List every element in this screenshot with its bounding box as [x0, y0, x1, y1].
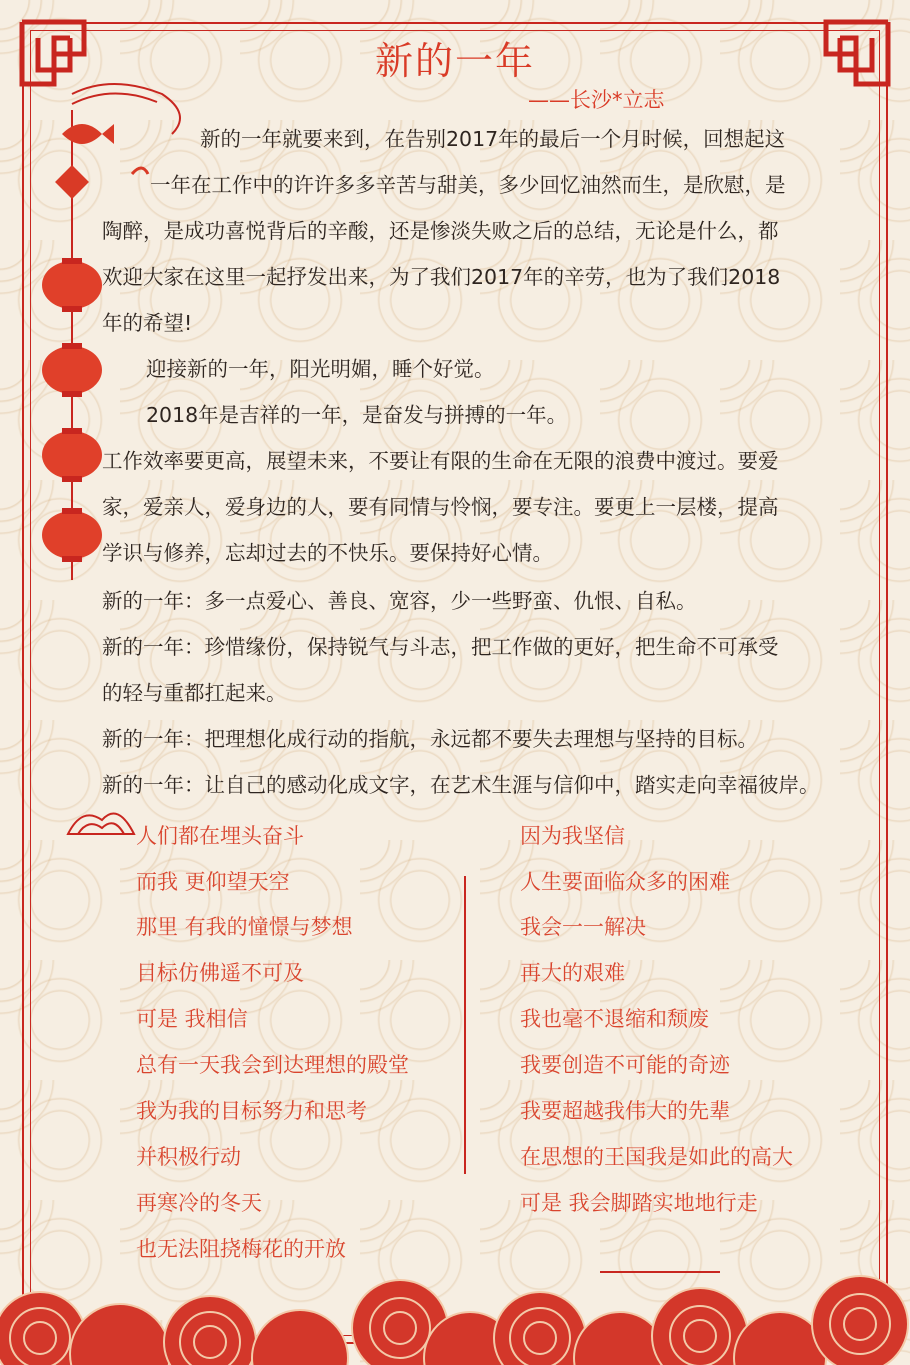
poem-line: 而我 更仰望天空 [136, 870, 290, 894]
poem-line: 我也毫不退缩和颓废 [520, 1007, 709, 1031]
paragraph-line: 新的一年：多一点爱心、善良、宽容，少一些野蛮、仇恨、自私。 [102, 589, 697, 613]
paragraph-line: 新的一年：让自己的感动化成文字，在艺术生涯与信仰中，踏实走向幸福彼岸。 [102, 773, 820, 797]
lantern-icon [42, 428, 102, 482]
poem-line: 目标仿佛遥不可及 [136, 961, 304, 985]
poem-line: 人生要面临众多的困难 [520, 870, 730, 894]
poem-line: 那里 有我的憧憬与梦想 [136, 915, 353, 939]
auspicious-cloud-icon [62, 790, 142, 850]
paragraph-line: 新的一年：珍惜缘份，保持锐气与斗志，把工作做的更好，把生命不可承受 [102, 635, 779, 659]
column-divider [464, 876, 466, 1174]
poem-line: 也无法阻挠梅花的开放 [136, 1237, 346, 1261]
wave-cloud-border [0, 1258, 910, 1365]
paragraph-line: 2018年是吉祥的一年，是奋发与拼搏的一年。 [146, 403, 568, 427]
poem-line: 总有一天我会到达理想的殿堂 [136, 1053, 409, 1077]
paragraph-line: 新的一年：把理想化成行动的指航，永远都不要失去理想与坚持的目标。 [102, 727, 758, 751]
paragraph-line: 欢迎大家在这里一起抒发出来，为了我们2017年的辛劳，也为了我们2018 [102, 265, 781, 289]
poem-line: 因为我坚信 [520, 824, 625, 848]
lantern-icon [42, 258, 102, 312]
paragraph-line: 一年在工作中的许许多多辛苦与甜美，多少回忆油然而生，是欣慰，是 [150, 173, 786, 197]
author-byline: ——长沙*立志 [528, 88, 665, 112]
paragraph-line: 年的希望! [102, 311, 193, 335]
paragraph-line: 新的一年就要来到，在告别2017年的最后一个月时候，回想起这 [200, 127, 786, 151]
poem-line: 我要超越我伟大的先辈 [520, 1099, 730, 1123]
paragraph-line: 学识与修养，忘却过去的不快乐。要保持好心情。 [102, 541, 553, 565]
paragraph-line: 迎接新的一年，阳光明媚，睡个好觉。 [146, 357, 495, 381]
page-title: 新的一年 [374, 39, 535, 83]
poem-line: 再寒冷的冬天 [136, 1191, 262, 1215]
poem-line: 可是 我会脚踏实地地行走 [520, 1191, 758, 1215]
paragraph-line: 家，爱亲人，爱身边的人，要有同情与怜悯，要专注。要更上一层楼，提高 [102, 495, 779, 519]
poem-line: 并积极行动 [136, 1145, 241, 1169]
lantern-icon [42, 508, 102, 562]
poem-line: 我会一一解决 [520, 915, 646, 939]
lantern-icon [42, 343, 102, 397]
paragraph-line: 的轻与重都扛起来。 [102, 681, 287, 705]
paragraph-line: 工作效率要更高，展望未来，不要让有限的生命在无限的浪费中渡过。要爱 [102, 449, 779, 473]
poem-line: 在思想的王国我是如此的高大 [520, 1145, 793, 1169]
poem-line: 可是 我相信 [136, 1007, 248, 1031]
paragraph-line: 陶醉，是成功喜悦背后的辛酸，还是惨淡失败之后的总结，无论是什么，都 [102, 219, 779, 243]
poem-line: 人们都在埋头奋斗 [136, 824, 304, 848]
poem-line: 我要创造不可能的奇迹 [520, 1053, 730, 1077]
poem-line: 再大的艰难 [520, 961, 625, 985]
poem-line: 我为我的目标努力和思考 [136, 1099, 367, 1123]
